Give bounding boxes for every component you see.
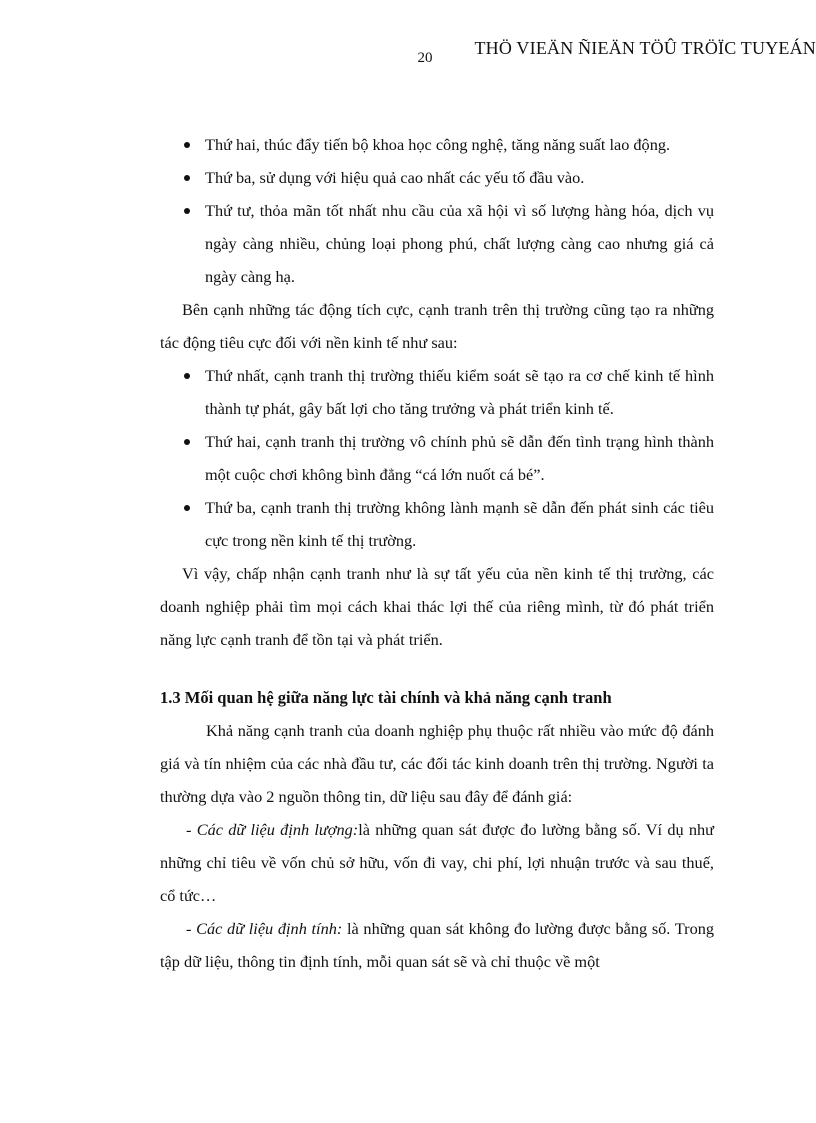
- definition-term: Các dữ liệu định lượng:: [196, 820, 359, 839]
- bullet-item: Thứ hai, thúc đẩy tiến bộ khoa học công nghệ, tăng năng suất lao động.: [160, 128, 714, 161]
- bullet-item: Thứ nhất, cạnh tranh thị trường thiếu kiểm soát sẽ tạo ra cơ chế kinh tế hình thành tự phát, gây bất lợi cho tăng trưởng và phát triển kinh tế.: [160, 359, 714, 425]
- page-number: 20: [417, 50, 433, 66]
- bullet-item: Thứ ba, sử dụng với hiệu quả cao nhất các yếu tố đầu vào.: [160, 161, 714, 194]
- definition-text: là những quan sát không đo lường được bằng số. Trong tập dữ liệu, thông tin định tính, mỗi quan sát sẽ và chỉ thuộc về một: [160, 919, 714, 971]
- quantitative-definition: [160, 813, 714, 912]
- definition-text: là những quan sát được đo lường bằng số. Ví dụ như những chỉ tiêu về vốn chủ sở hữu, vốn đi vay, chi phí, lợi nhuận trước và sau thuế, cổ tức…: [160, 820, 714, 905]
- negative-intro-paragraph: Bên cạnh những tác động tích cực, cạnh tranh trên thị trường cũng tạo ra những tác động tiêu cực đối với nền kinh tế như sau:: [160, 300, 714, 352]
- bullet-item: Thứ tư, thỏa mãn tốt nhất nhu cầu của xã hội vì số lượng hàng hóa, dịch vụ ngày càng nhiều, chủng loại phong phú, chất lượng càng cao nhưng giá cả ngày càng hạ.: [160, 194, 714, 293]
- document-body: [160, 128, 714, 978]
- header-watermark: THÖ VIEÄN ÑIEÄN TÖÛ TRÖÏC TUYEÁN: [474, 38, 816, 58]
- definition-term: Các dữ liệu định tính:: [196, 919, 343, 938]
- section-heading: 1.3 Mối quan hệ giữa năng lực tài chính và khả năng cạnh tranh: [160, 688, 612, 707]
- bullet-item: Thứ hai, cạnh tranh thị trường vô chính phủ sẽ dẫn đến tình trạng hình thành một cuộc chơi không bình đẳng “cá lớn nuốt cá bé”.: [160, 425, 714, 491]
- bullet-item: Thứ ba, cạnh tranh thị trường không lành mạnh sẽ dẫn đến phát sinh các tiêu cực trong nền kinh tế thị trường.: [160, 491, 714, 557]
- definition-prefix: -: [186, 919, 197, 938]
- conclusion-paragraph: Vì vậy, chấp nhận cạnh tranh như là sự tất yếu của nền kinh tế thị trường, các doanh nghiệp phải tìm mọi cách khai thác lợi thế của riêng mình, từ đó phát triển năng lực cạnh tranh để tồn tại và phát triển.: [160, 564, 714, 649]
- definition-prefix: -: [186, 820, 197, 839]
- section-intro-paragraph: Khả năng cạnh tranh của doanh nghiệp phụ thuộc rất nhiều vào mức độ đánh giá và tín nhiệm của các nhà đầu tư, các đối tác kinh doanh trên thị trường. Người ta thường dựa vào 2 nguồn thông tin, dữ liệu sau đây để đánh giá:: [160, 721, 714, 806]
- qualitative-definition: [160, 912, 714, 978]
